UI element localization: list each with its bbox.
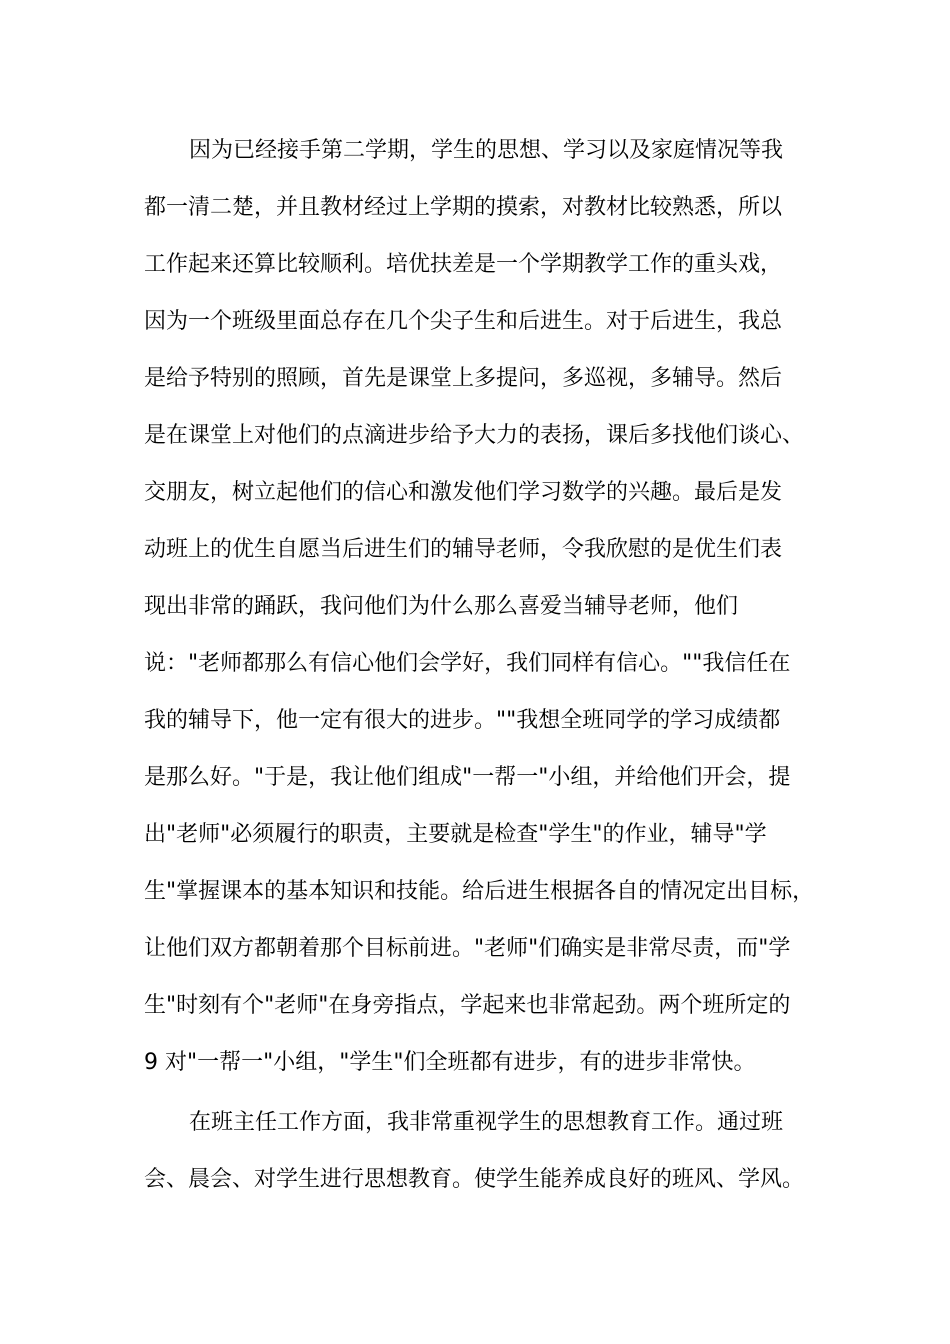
paragraph-line: 生"时刻有个"老师"在身旁指点，学起来也非常起劲。两个班所定的 (144, 993, 791, 1018)
paragraph-line: 出"老师"必须履行的职责，主要就是检查"学生"的作业，辅导"学 (144, 822, 767, 847)
paragraph-line: 是给予特别的照顾，首先是课堂上多提问，多巡视，多辅导。然后 (144, 366, 783, 391)
paragraph-line: 让他们双方都朝着那个目标前进。"老师"们确实是非常尽责，而"学 (144, 936, 791, 961)
paragraph-line: 9 对"一帮一"小组，"学生"们全班都有进步，有的进步非常快。 (144, 1050, 756, 1075)
paragraph-line: 现出非常的踊跃，我问他们为什么那么喜爱当辅导老师，他们 (144, 594, 739, 619)
paragraph-line: 生"掌握课本的基本知识和技能。给后进生根据各自的情况定出目标， (144, 879, 815, 904)
paragraph-line: 因为一个班级里面总存在几个尖子生和后进生。对于后进生，我总 (144, 309, 783, 334)
paragraph-line: 工作起来还算比较顺利。培优扶差是一个学期教学工作的重头戏， (144, 252, 783, 277)
paragraph-line: 会、晨会、对学生进行思想教育。使学生能养成良好的班风、学风。 (144, 1167, 805, 1192)
paragraph-line: 是在课堂上对他们的点滴进步给予大力的表扬，课后多找他们谈心、 (144, 423, 805, 448)
paragraph-line: 因为已经接手第二学期，学生的思想、学习以及家庭情况等我 (189, 138, 784, 163)
paragraph-line: 是那么好。"于是，我让他们组成"一帮一"小组，并给他们开会，提 (144, 765, 791, 790)
paragraph-line: 动班上的优生自愿当后进生们的辅导老师，令我欣慰的是优生们表 (144, 537, 783, 562)
paragraph-line: 我的辅导下，他一定有很大的进步。""我想全班同学的学习成绩都 (144, 708, 781, 733)
paragraph-line: 交朋友，树立起他们的信心和激发他们学习数学的兴趣。最后是发 (144, 480, 783, 505)
paragraph-line: 都一清二楚，并且教材经过上学期的摸索，对教材比较熟悉，所以 (144, 195, 783, 220)
paragraph-line: 在班主任工作方面，我非常重视学生的思想教育工作。通过班 (189, 1110, 784, 1135)
paragraph-line: 说："老师都那么有信心他们会学好，我们同样有信心。""我信任在 (144, 651, 791, 676)
